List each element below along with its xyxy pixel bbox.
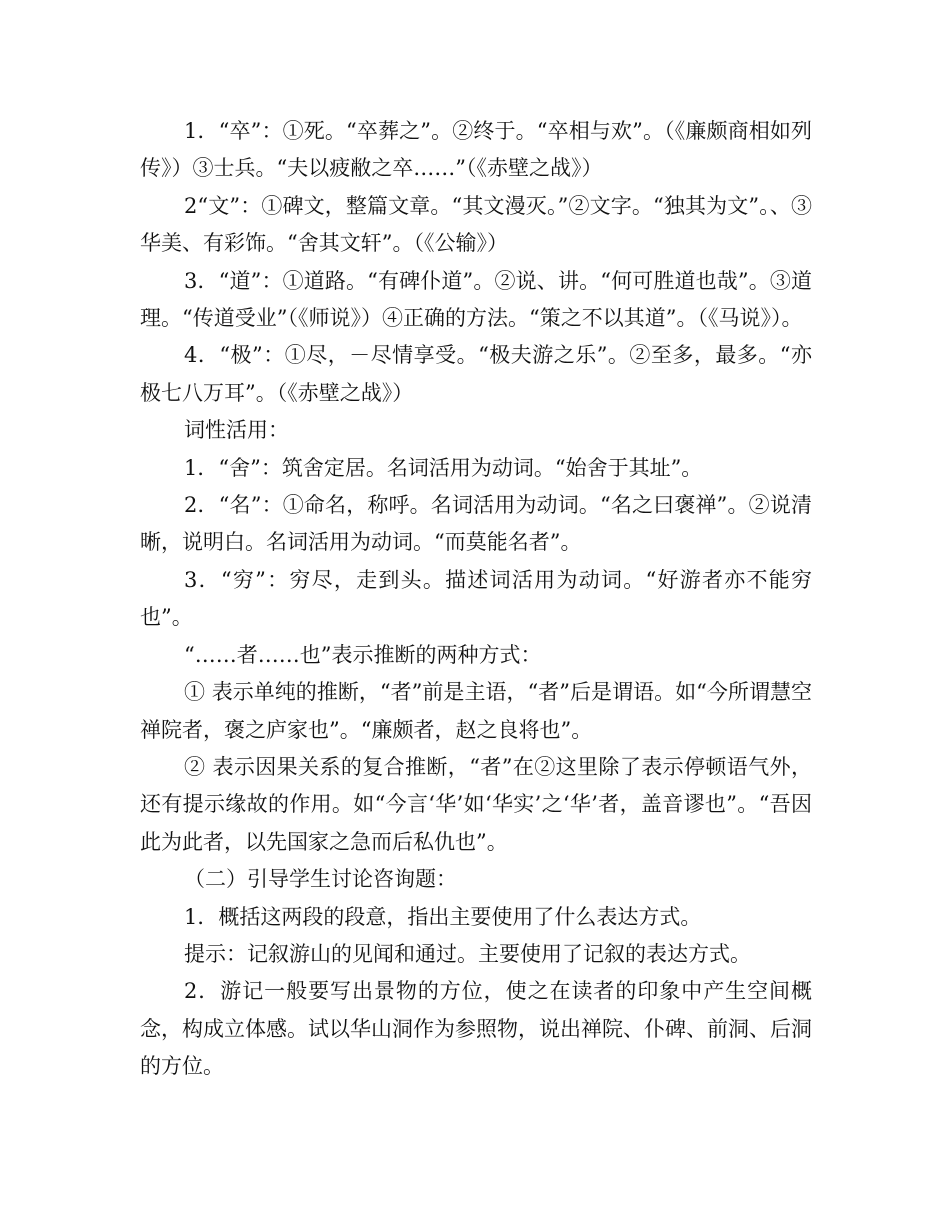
- document-page: [140, 113, 812, 1086]
- section-heading-word-class-shift: 词性活用：: [184, 418, 289, 443]
- paragraph-causal-judgment: ② 表示因果关系的复合推断，“者”在②这里除了表示停顿语气外，还有提示缘故的作用。如“今言‘华’如‘华实’之‘华’者，盖音谬也”。“吾因此为此者，以先国家之急而后私仇也”。: [140, 754, 812, 854]
- paragraph-simple-judgment: ① 表示单纯的推断，“者”前是主语，“者”后是谓语。如“今所谓慧空禅院者，褒之庐家也”。“廉颇者，赵之良将也”。: [140, 680, 812, 742]
- paragraph-word-wen: 2“文”：①碑文，整篇文章。“其文漫灭。”②文字。“独其为文”。、③华美、有彩饰。“舍其文轩”。（《公输》）: [140, 193, 812, 256]
- section-heading-judgment-patterns: “……者……也”表示推断的两种方式：: [184, 642, 542, 667]
- paragraph-word-she: 1．“舍”：筑舍定居。名词活用为动词。“始舍于其址”。: [184, 455, 703, 480]
- paragraph-word-ming: 2．“名”：①命名，称呼。名词活用为动词。“名之曰褒禅”。②说清晰，说明白。名词活用为动词。“而莫能名者”。: [140, 493, 812, 555]
- paragraph-word-qiong: 3．“穷”：穷尽，走到头。描述词活用为动词。“好游者亦不能穷也”。: [140, 567, 812, 630]
- paragraph-word-zu: 1．“卒”：①死。“卒葬之”。②终于。“卒相与欢”。（《廉颇商相如列传》）③士兵。“夫以疲敝之卒……”（《赤壁之战》）: [140, 119, 812, 181]
- paragraph-word-ji: 4．“极”：①尽，－尽情享受。“极夫游之乐”。②至多，最多。“亦极七八万耳”。（《赤壁之战》）: [140, 343, 812, 405]
- paragraph-word-dao: 3．“道”：①道路。“有碑仆道”。②说、讲。“何可胜道也哉”。③道理。“传道受业”（《师说》）④正确的方法。“策之不以其道”。（《马说》）。: [140, 268, 812, 331]
- paragraph-hint: 提示：记叙游山的见闻和通过。主要使用了记叙的表达方式。: [184, 941, 751, 966]
- section-heading-discussion: （二）引导学生讨论咨询题：: [184, 867, 457, 892]
- paragraph-question-2: 2．游记一般要写出景物的方位，使之在读者的印象中产生空间概念，构成立体感。试以华山洞作为参照物，说出禅院、仆碑、前洞、后洞的方位。: [140, 979, 812, 1079]
- paragraph-question-1: 1．概括这两段的段意，指出主要使用了什么表达方式。: [184, 904, 702, 929]
